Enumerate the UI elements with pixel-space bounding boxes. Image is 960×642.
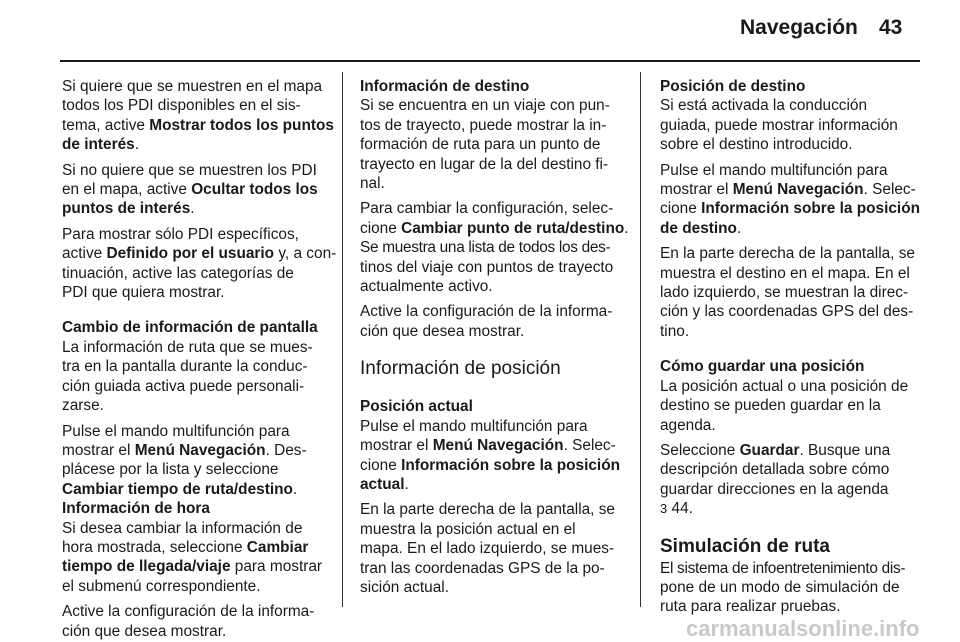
text-line: descripción detallada sobre cómo [660, 461, 890, 479]
text-line: tra en la pantalla durante la conduc- [62, 358, 308, 376]
text-line: hora mostrada, seleccione Cambiar [62, 538, 309, 556]
text-line: mapa. En el lado izquierdo, se mues- [360, 540, 615, 558]
text-line: muestra la posición actual en el [360, 520, 576, 538]
text-line: PDI que quiera mostrar. [62, 284, 225, 302]
text-line: Pulse el mando multifunción para [62, 422, 290, 440]
section [660, 77, 922, 155]
text-line: sobre el destino introducido. [660, 136, 853, 154]
text-line: La posición actual o una posición de [660, 377, 909, 395]
section [62, 499, 326, 596]
menu-term: Guardar [739, 441, 800, 459]
section [62, 318, 326, 415]
text-line: ción guiada activa puede personali- [62, 377, 305, 395]
text-line: formación de ruta para un punto de [360, 136, 601, 154]
menu-term: Definido por el usuario [106, 245, 275, 263]
text-line: cione Cambiar punto de ruta/destino. [360, 219, 629, 237]
section-heading: Información de hora [62, 500, 210, 518]
text-line: ción y las coordenadas GPS del des- [660, 303, 914, 321]
text-line: el submenú correspondiente. [62, 577, 261, 595]
menu-term: Mostrar todos los puntos [149, 116, 334, 134]
text-line: Si está activada la conducción [660, 97, 868, 115]
section-heading: Cómo guardar una posición [660, 358, 865, 376]
text-line: En la parte derecha de la pantalla, se [660, 245, 915, 263]
text-line: lado izquierdo, se muestran la direc- [660, 284, 909, 302]
menu-term: tiempo de llegada/viaje [62, 558, 231, 576]
paragraph [62, 225, 337, 303]
text-line: Si desea cambiar la información de [62, 519, 303, 537]
text-line: agenda. [660, 416, 716, 434]
text-line: mostrar el Menú Navegación. Selec- [360, 437, 616, 455]
text-line: En la parte derecha de la pantalla, se [360, 501, 615, 519]
text-line: zarse. [62, 397, 104, 415]
text-line: sición actual. [360, 578, 449, 596]
text-line[interactable] [660, 499, 922, 518]
text-line: cione Información sobre la posición [360, 456, 621, 474]
paragraph [62, 422, 326, 500]
paragraph [62, 602, 326, 641]
text-line: puntos de interés. [62, 200, 195, 218]
menu-term: actual [360, 475, 405, 493]
menu-term: Menú Navegación [432, 437, 564, 455]
paragraph [360, 302, 624, 341]
text-line: El sistema de infoentretenimiento dis- [660, 559, 906, 577]
menu-term: Cambiar [246, 538, 309, 556]
header-divider [60, 60, 920, 62]
text-line: nal. [360, 175, 385, 193]
text-line: active Definido por el usuario y, a con- [62, 245, 337, 263]
page-number: 43 [879, 16, 903, 39]
text-line: Si se encuentra en un viaje con pun- [360, 97, 610, 115]
text-line: tinuación, active las categorías de [62, 264, 294, 282]
text-line: guiada, puede mostrar información [660, 116, 898, 134]
text-line: Pulse el mando multifunción para [660, 161, 888, 179]
text-line: plácese por la lista y seleccione [62, 461, 279, 479]
text-line: cione Información sobre la posición [660, 200, 921, 218]
text-line: tino. [660, 322, 690, 340]
text-line: ruta para realizar pruebas. [660, 598, 841, 616]
subsection-heading: Información de posición [360, 358, 561, 380]
paragraph [660, 161, 922, 239]
section [660, 357, 922, 435]
text-line: Seleccione Guardar. Busque una [660, 441, 891, 459]
text-line: La información de ruta que se mues- [62, 338, 313, 356]
subsection-heading: Simulación de ruta [660, 535, 830, 557]
text-line: pone de un modo de simulación de [660, 578, 900, 596]
menu-term: Menú Navegación [732, 181, 864, 199]
text-line: tos de trayecto, puede mostrar la in- [360, 116, 607, 134]
menu-term: Información sobre la posición [401, 456, 621, 474]
text-line: Active la configuración de la informa- [360, 303, 613, 321]
text-line: Para mostrar sólo PDI específicos, [62, 225, 299, 243]
column-divider [342, 72, 343, 607]
text-line: Pulse el mando multifunción para [360, 417, 588, 435]
paragraph [360, 199, 629, 296]
menu-term: de interés [62, 136, 135, 154]
menu-term: Menú Navegación [134, 441, 266, 459]
page-reference: 44. [667, 500, 693, 518]
text-line: actualmente activo. [360, 278, 493, 296]
menu-term: puntos de interés [62, 200, 191, 218]
section-heading: Información de destino [360, 78, 530, 95]
text-line: ción que desea mostrar. [360, 322, 525, 340]
text-line: mostrar el Menú Navegación. Des- [62, 441, 307, 459]
text-line: Para cambiar la configuración, selec- [360, 200, 614, 218]
column-1 [62, 77, 337, 641]
text-line: Cambiar tiempo de ruta/destino. [62, 480, 298, 498]
paragraph [360, 500, 624, 597]
column-2 [360, 77, 629, 597]
paragraph [660, 441, 922, 519]
text-line: Si no quiere que se muestren los PDI [62, 161, 317, 179]
section-heading: Posición de destino [660, 78, 806, 95]
text-line: guardar direcciones en la agenda [660, 480, 889, 498]
paragraph [62, 77, 334, 155]
page-title: Navegación [740, 16, 858, 39]
paragraph [660, 244, 922, 341]
text-line: trayecto en lugar de la del destino fi- [360, 155, 609, 173]
text-line: en el mapa, active Ocultar todos los [62, 181, 318, 199]
text-line: Si quiere que se muestren en el mapa [62, 78, 323, 95]
menu-term: Cambiar tiempo de ruta/destino [62, 480, 293, 498]
page-reference-arrow-icon: 3 [660, 501, 668, 517]
text-line: tema, active Mostrar todos los puntos [62, 116, 334, 134]
text-line: de interés. [62, 136, 139, 154]
section-heading: Posición actual [360, 398, 473, 416]
menu-term: Información sobre la posición [701, 200, 921, 218]
menu-term: Cambiar punto de ruta/destino [401, 219, 625, 237]
text-line: Se muestra una lista de todos los des- [360, 239, 611, 257]
menu-term: de destino [660, 219, 737, 237]
section-heading: Cambio de información de pantalla [62, 319, 318, 337]
text-line: muestra el destino en el mapa. En el [660, 264, 910, 282]
column-divider [640, 72, 641, 607]
section [360, 397, 624, 494]
text-line: tinos del viaje con puntos de trayecto [360, 258, 614, 276]
column-3 [660, 77, 922, 617]
text-line: de destino. [660, 219, 742, 237]
text-line: destino se pueden guardar en la [660, 397, 881, 415]
text-line: todos los PDI disponibles en el sis- [62, 97, 301, 115]
paragraph [62, 161, 326, 219]
section [360, 77, 624, 193]
text-line: ción que desea mostrar. [62, 622, 227, 640]
text-line: tran las coordenadas GPS de la po- [360, 559, 605, 577]
text-line: Active la configuración de la informa- [62, 603, 315, 621]
menu-term: Ocultar todos los [191, 181, 318, 199]
text-line: mostrar el Menú Navegación. Selec- [660, 181, 916, 199]
paragraph [660, 559, 922, 617]
text-line: actual. [360, 475, 409, 493]
watermark: carmanualsonline.info [686, 616, 920, 641]
text-line: tiempo de llegada/viaje para mostrar [62, 558, 323, 576]
